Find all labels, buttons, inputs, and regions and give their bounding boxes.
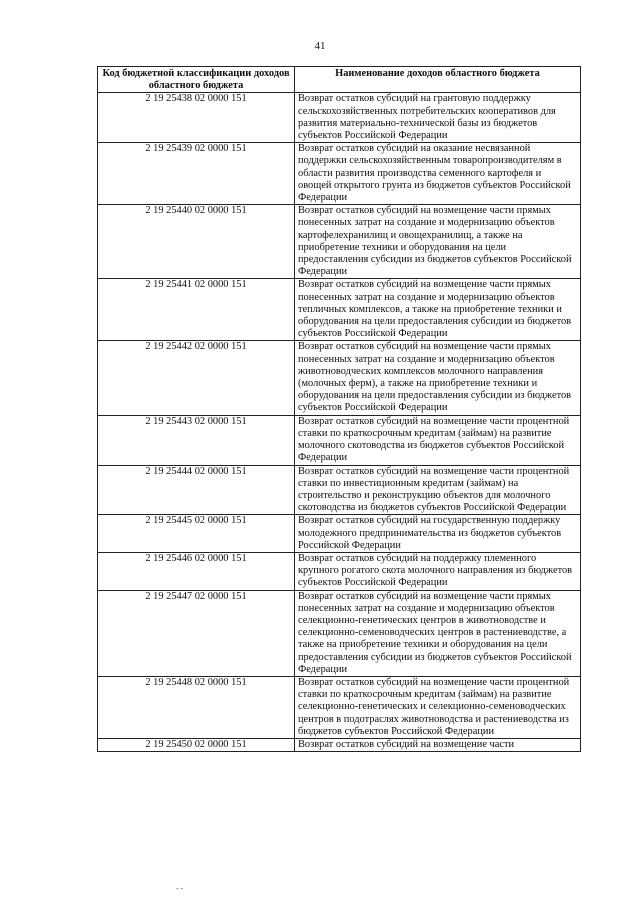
row-name: Возврат остатков субсидий на возмещение части прямых понесенных затрат на создание и модернизацию объектов тепличных комплексов, а также на приобретение техники и оборудования на цели предоставления субсидии из бюджетов субъектов Российской Федерации bbox=[295, 279, 581, 341]
row-code: 2 19 25446 02 0000 151 bbox=[98, 552, 295, 590]
row-name: Возврат остатков субсидий на возмещение части процентной ставки по краткосрочным кредитам (займам) на развитие молочного скотоводства из бюджетов субъектов Российской Федерации bbox=[295, 415, 581, 465]
row-code: 2 19 25445 02 0000 151 bbox=[98, 515, 295, 553]
header-name: Наименование доходов областного бюджета bbox=[295, 67, 581, 93]
table-row bbox=[98, 415, 581, 465]
header-code: Код бюджетной классификации доходов областного бюджета bbox=[98, 67, 295, 93]
row-name: Возврат остатков субсидий на возмещение части прямых понесенных затрат на создание и модернизацию объектов животноводческих комплексов молочного направления (молочных ферм), а также на приобретение техники и оборудования на цели предоставления субсидии из бюджетов субъектов Российской Федерации bbox=[295, 341, 581, 415]
budget-classification-table bbox=[97, 66, 581, 752]
row-name: Возврат остатков субсидий на возмещение части процентной ставки по краткосрочным кредитам (займам) на развитие селекционно-генетических и селекционно-семеноводческих центров в подотраслях животноводства и растениеводства из бюджетов субъектов Российской Федерации bbox=[295, 676, 581, 738]
table-row bbox=[98, 279, 581, 341]
row-code: 2 19 25439 02 0000 151 bbox=[98, 143, 295, 205]
table-row bbox=[98, 465, 581, 515]
table-row bbox=[98, 590, 581, 676]
row-code: 2 19 25447 02 0000 151 bbox=[98, 590, 295, 676]
table-row bbox=[98, 143, 581, 205]
row-code: 2 19 25448 02 0000 151 bbox=[98, 676, 295, 738]
table-row bbox=[98, 205, 581, 279]
row-name: Возврат остатков субсидий на грантовую поддержку сельскохозяйственных потребительских кооперативов для развития материально-технической базы из бюджетов субъектов Российской Федерации bbox=[295, 93, 581, 143]
row-code: 2 19 25438 02 0000 151 bbox=[98, 93, 295, 143]
table-row bbox=[98, 515, 581, 553]
row-code: 2 19 25444 02 0000 151 bbox=[98, 465, 295, 515]
row-code: 2 19 25441 02 0000 151 bbox=[98, 279, 295, 341]
row-code: 2 19 25442 02 0000 151 bbox=[98, 341, 295, 415]
table-row bbox=[98, 341, 581, 415]
row-name: Возврат остатков субсидий на возмещение части процентной ставки по инвестиционным кредитам (займам) на строительство и реконструкцию объектов для молочного скотоводства из бюджетов субъектов Российской Федерации bbox=[295, 465, 581, 515]
stray-mark: - - bbox=[176, 884, 184, 893]
row-code: 2 19 25443 02 0000 151 bbox=[98, 415, 295, 465]
row-code: 2 19 25450 02 0000 151 bbox=[98, 738, 295, 751]
row-name: Возврат остатков субсидий на возмещение части прямых понесенных затрат на создание и модернизацию объектов селекционно-генетических центров в животноводстве и селекционно-семеноводческих центров в растениеводстве, а также на приобретение техники и оборудования на цели предоставления субсидии из бюджетов субъектов Российской Федерации bbox=[295, 590, 581, 676]
page-number: 41 bbox=[314, 40, 326, 52]
table-row bbox=[98, 738, 581, 751]
table-row bbox=[98, 93, 581, 143]
row-name: Возврат остатков субсидий на поддержку племенного крупного рогатого скота молочного направления из бюджетов субъектов Российской Федерации bbox=[295, 552, 581, 590]
table-header-row bbox=[98, 67, 581, 93]
row-name: Возврат остатков субсидий на оказание несвязанной поддержки сельскохозяйственным товаропроизводителям в области развития производства семенного картофеля и овощей открытого грунта из бюджетов субъектов Российской Федерации bbox=[295, 143, 581, 205]
table-row bbox=[98, 676, 581, 738]
row-name: Возврат остатков субсидий на возмещение части bbox=[295, 738, 581, 751]
row-name: Возврат остатков субсидий на государственную поддержку молодежного предпринимательства из бюджетов субъектов Российской Федерации bbox=[295, 515, 581, 553]
row-name: Возврат остатков субсидий на возмещение части прямых понесенных затрат на создание и модернизацию объектов картофелехранилищ и овощехранилищ, а также на приобретение техники и оборудования на цели предоставления субсидии из бюджетов субъектов Российской Федерации bbox=[295, 205, 581, 279]
table-row bbox=[98, 552, 581, 590]
row-code: 2 19 25440 02 0000 151 bbox=[98, 205, 295, 279]
